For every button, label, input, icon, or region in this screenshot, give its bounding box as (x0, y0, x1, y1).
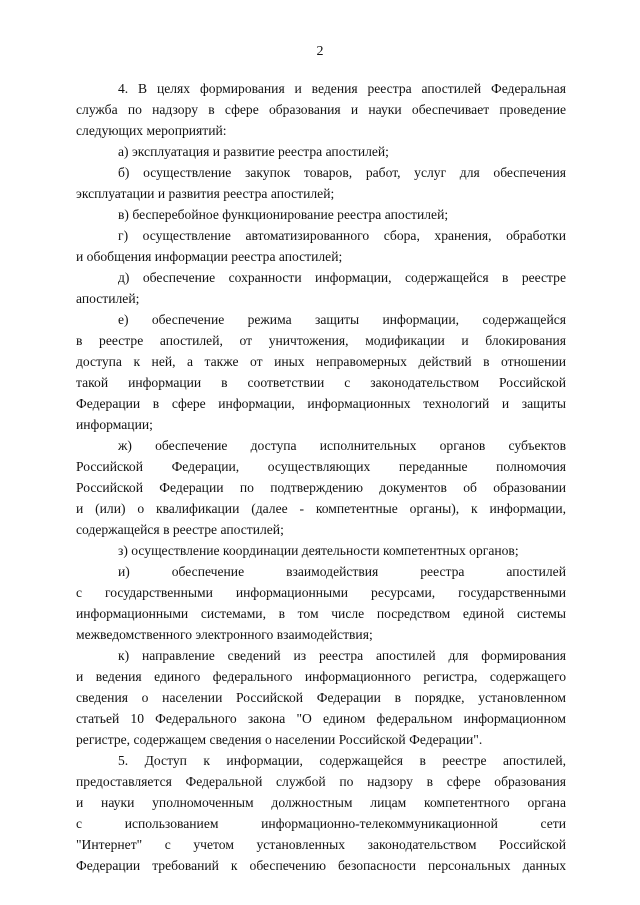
text-line: информации; (76, 417, 153, 432)
text-line: е) обеспечение режима защиты информации, содержащейся (118, 312, 566, 327)
text-line: доступа к ней, а также от иных неправомерных действий в отношении (76, 354, 566, 369)
document-body (76, 78, 566, 876)
text-line: к) направление сведений из реестра апостилей для формирования (118, 648, 566, 663)
text-line: апостилей; (76, 291, 140, 306)
text-line: служба по надзору в сфере образования и науки обеспечивает проведение (76, 102, 566, 117)
text-line: с государственными информационными ресурсами, государственными (76, 585, 566, 600)
text-line: 5. Доступ к информации, содержащейся в реестре апостилей, (118, 753, 566, 768)
page-number: 2 (316, 44, 324, 59)
text-line: сведения о населении Российской Федерации в порядке, установленном (76, 690, 566, 705)
text-line: следующих мероприятий: (76, 123, 227, 138)
text-line: межведомственного электронного взаимодействия; (76, 627, 373, 642)
text-line: предоставляется Федеральной службой по надзору в сфере образования (76, 774, 566, 789)
text-line: содержащейся в реестре апостилей; (76, 522, 284, 537)
text-line: а) эксплуатация и развитие реестра апостилей; (118, 144, 389, 159)
text-line: такой информации в соответствии с законодательством Российской (76, 375, 566, 390)
text-line: Российской Федерации по подтверждению документов об образовании (76, 480, 566, 495)
text-line: б) осуществление закупок товаров, работ, услуг для обеспечения (118, 165, 566, 180)
text-line: г) осуществление автоматизированного сбора, хранения, обработки (118, 228, 566, 243)
text-line: в) бесперебойное функционирование реестра апостилей; (118, 207, 449, 222)
text-line: регистре, содержащем сведения о населении Российской Федерации". (76, 732, 483, 747)
text-line: "Интернет" с учетом установленных законодательством Российской (76, 837, 566, 852)
text-line: Российской Федерации, осуществляющих переданные полномочия (76, 459, 566, 474)
text-line: ж) обеспечение доступа исполнительных органов субъектов (118, 438, 566, 453)
text-line: информационными системами, в том числе посредством единой системы (76, 606, 566, 621)
text-line: з) осуществление координации деятельности компетентных органов; (118, 543, 519, 558)
text-line: и ведения единого федерального информационного регистра, содержащего (76, 669, 566, 684)
text-line: и обобщения информации реестра апостилей; (76, 249, 343, 264)
text-line: 4. В целях формирования и ведения реестра апостилей Федеральная (118, 81, 566, 96)
text-line: и (или) о квалификации (далее - компетентные органы), к информации, (76, 501, 566, 516)
text-line: с использованием информационно-телекоммуникационной сети (76, 816, 566, 831)
text-line: в реестре апостилей, от уничтожения, модификации и блокирования (76, 333, 566, 348)
text-line: и науки уполномоченным должностным лицам компетентного органа (76, 795, 566, 810)
text-line: Федерации в сфере информации, информационных технологий и защиты (76, 396, 566, 411)
text-line: и) обеспечение взаимодействия реестра апостилей (118, 564, 566, 579)
text-line: статьей 10 Федерального закона "О едином федеральном информационном (76, 711, 566, 726)
text-line: Федерации требований к обеспечению безопасности персональных данных (76, 858, 566, 873)
text-line: эксплуатации и развития реестра апостилей; (76, 186, 335, 201)
text-line: д) обеспечение сохранности информации, содержащейся в реестре (118, 270, 566, 285)
